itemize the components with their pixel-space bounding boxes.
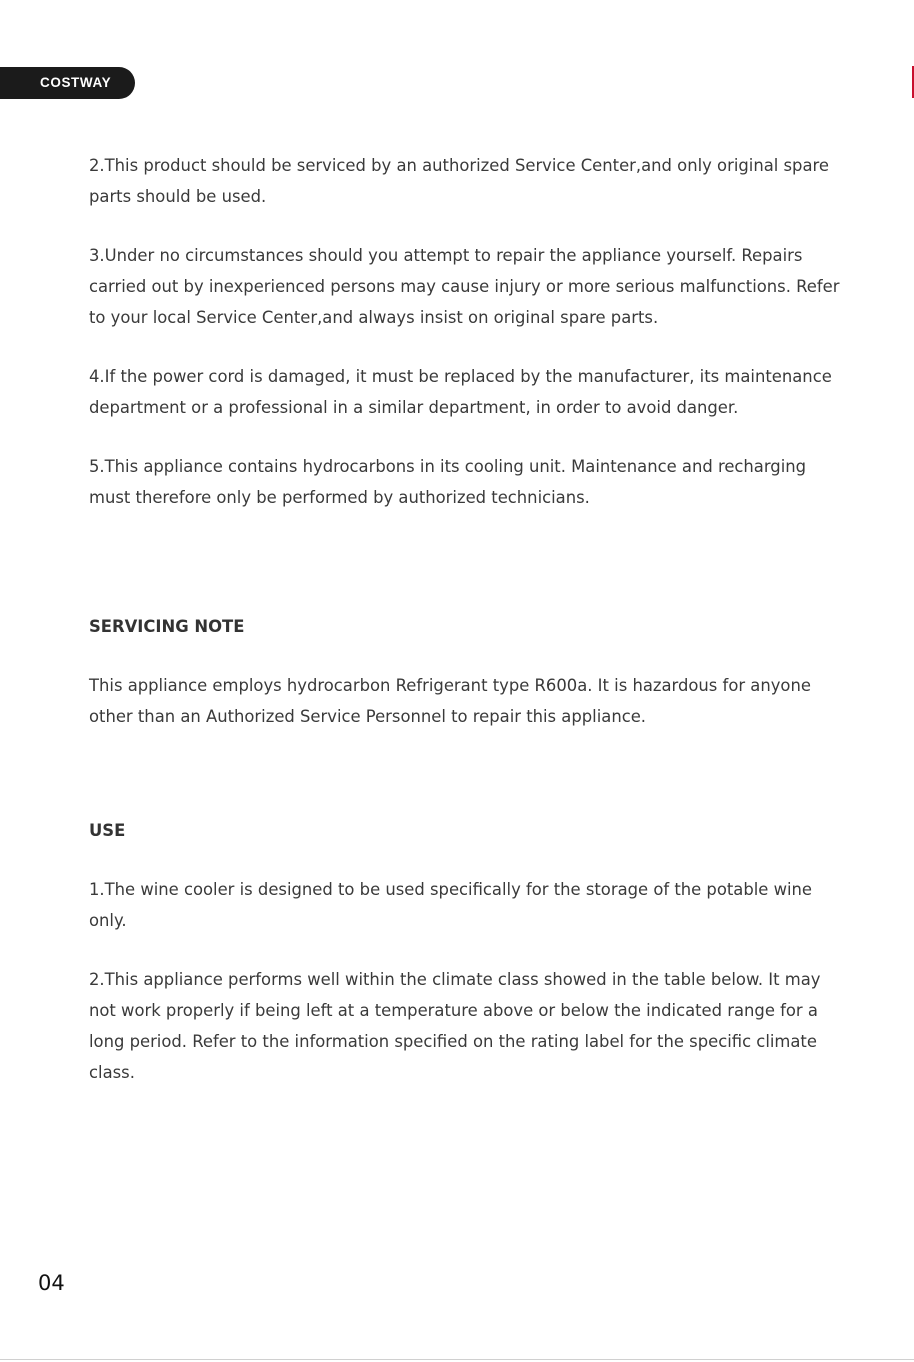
use-heading: USE	[89, 821, 126, 840]
brand-tab	[0, 67, 135, 99]
use-item-2: 2.This appliance performs well within the climate class showed in the table below. It may not work properly if being left at a temperature above or below the indicated range for a long period. Refer to the information specified on the rating label for the specific climate class.	[89, 970, 821, 1082]
page-content	[89, 150, 849, 1088]
use-item-1: 1.The wine cooler is designed to be used specifically for the storage of the potable wine only.	[89, 880, 813, 930]
safety-item-4: 4.If the power cord is damaged, it must be replaced by the manufacturer, its maintenance department or a professional in a similar department, in order to avoid danger.	[89, 367, 832, 417]
page-number: 04	[38, 1271, 65, 1295]
safety-item-2: 2.This product should be serviced by an authorized Service Center,and only original spare parts should be used.	[89, 156, 829, 206]
safety-item-5: 5.This appliance contains hydrocarbons in its cooling unit. Maintenance and recharging must therefore only be performed by authorized technicians.	[89, 457, 807, 507]
brand-logo-text: COSTWAY	[40, 75, 112, 90]
bottom-divider	[0, 1359, 914, 1360]
safety-item-3: 3.Under no circumstances should you attempt to repair the appliance yourself. Repairs carried out by inexperienced persons may cause injury or more serious malfunctions. Refer to your local Service Center,and always insist on original spare parts.	[89, 246, 840, 327]
servicing-note-heading: SERVICING NOTE	[89, 617, 245, 636]
servicing-note-body: This appliance employs hydrocarbon Refrigerant type R600a. It is hazardous for anyone other than an Authorized Service Personnel to repair this appliance.	[89, 676, 811, 726]
